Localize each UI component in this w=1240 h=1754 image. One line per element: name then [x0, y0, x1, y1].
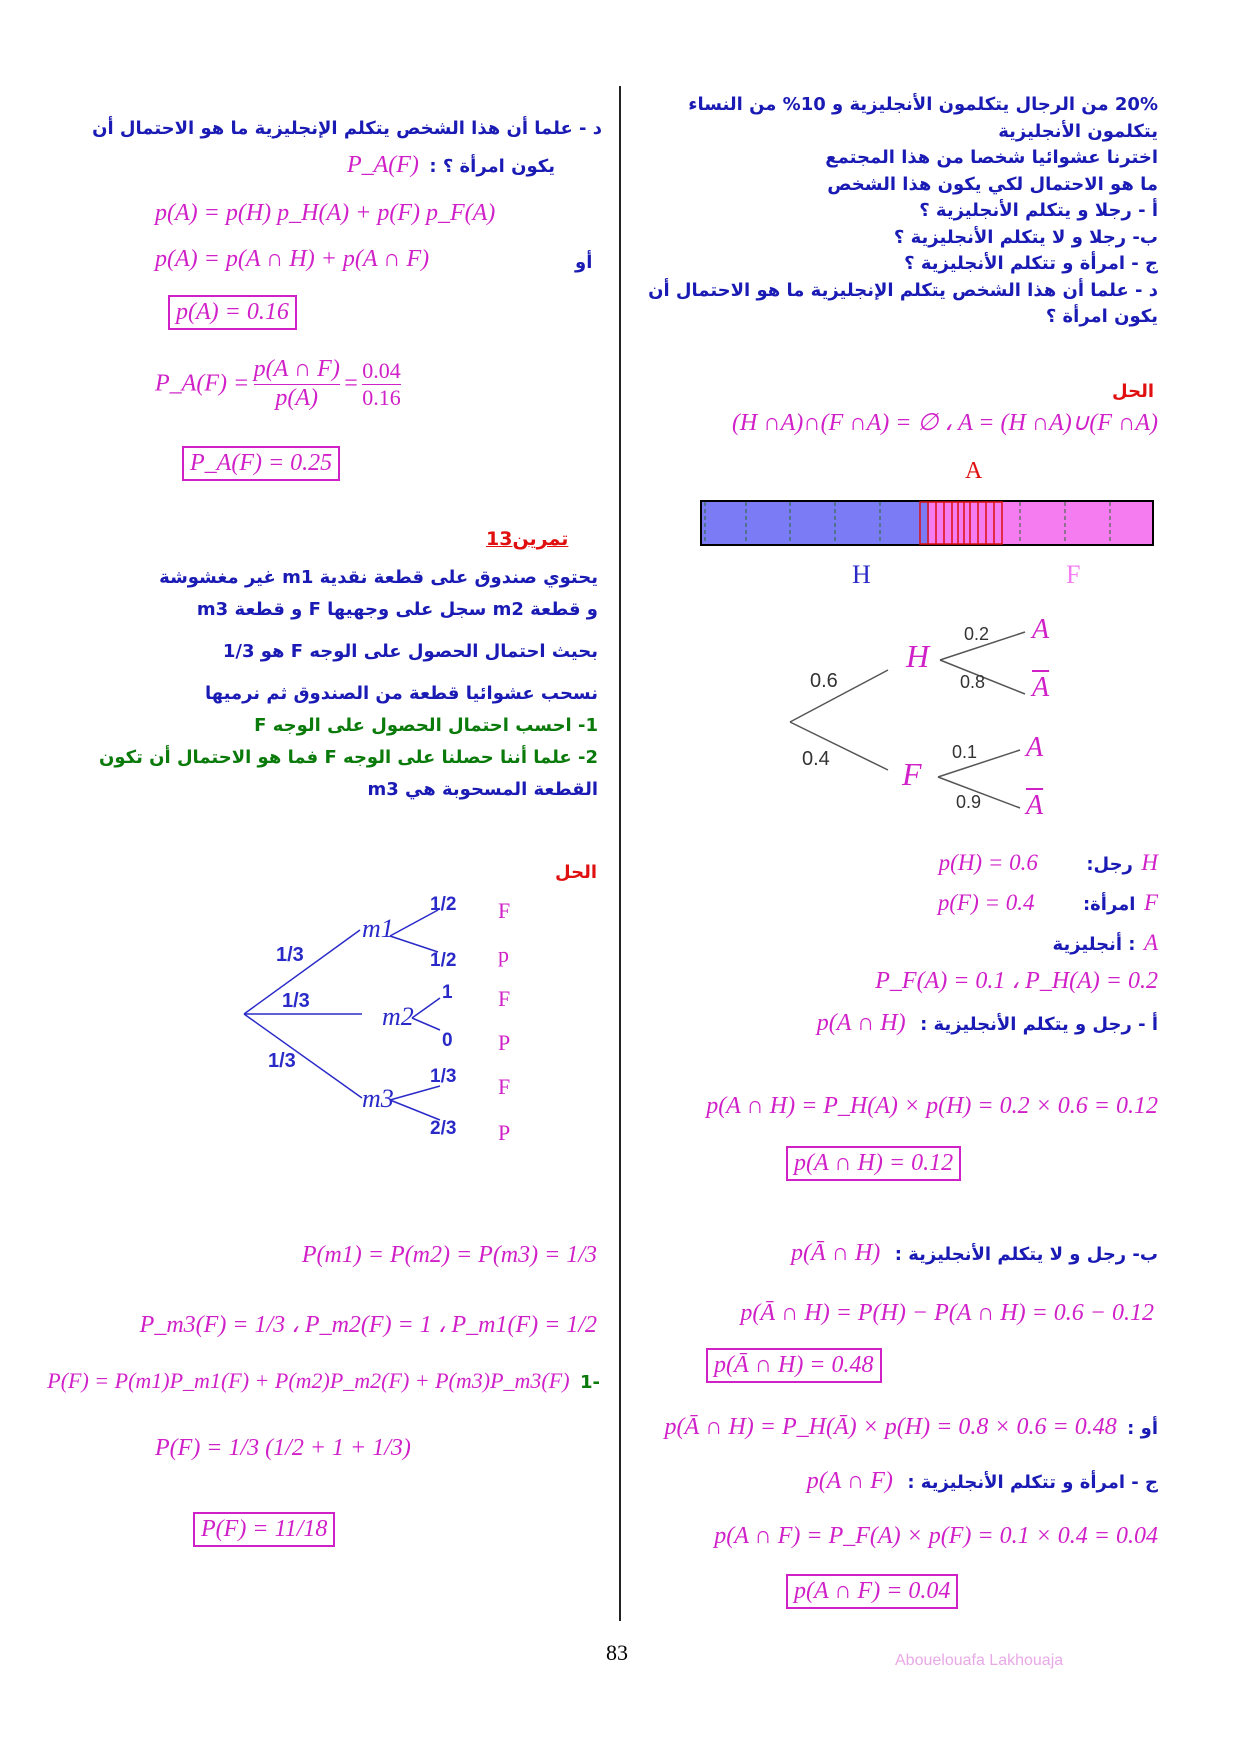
part-a-expr: p(A ∩ H) — [816, 1010, 906, 1036]
tree-leaf-f: F — [498, 898, 511, 923]
probability-tree-left — [240, 890, 540, 1150]
bayes-value-fraction — [362, 358, 401, 410]
tree-leaf-a: A — [1032, 614, 1050, 645]
def-h-symbol: H — [1141, 850, 1158, 875]
problem-line: يكون امرأة ؟ — [1045, 306, 1158, 327]
bayes-lhs: P_A(F) = — [155, 370, 250, 397]
exercise-13-line: يحتوي صندوق على قطعة نقدية m1 غير مغشوشة — [159, 567, 598, 588]
bayes-fraction — [254, 356, 340, 412]
def-f-row — [758, 890, 1158, 930]
tree-p-f: 0.4 — [802, 748, 830, 770]
problem-statement — [648, 92, 1158, 331]
problem-line: ب- رجلا و لا يتكلم الأنجليزية ؟ — [893, 226, 1158, 248]
def-a-symbol: A — [1143, 930, 1158, 955]
part-b-label: ب- رجل و لا يتكلم الأنجليزية : — [894, 1244, 1158, 1265]
tree-leaf-abar: $\overline{A}$ — [1032, 672, 1050, 703]
exercise-13-title: تمرين13 — [486, 528, 569, 550]
problem-line: 20% من الرجال يتكلمون الأنجليزية و 10% من النساء — [688, 94, 1158, 115]
tree-branch-m3: 1/3 — [268, 1050, 296, 1072]
author-watermark: Abouelouafa Lakhouaja — [895, 1652, 1064, 1669]
part-a-label: أ - رجل و يتكلم الأنجليزية : — [920, 1014, 1158, 1035]
tree-leaf-f: F — [498, 986, 511, 1011]
part-c-heading — [807, 1468, 1158, 1495]
bar-label-a: A — [965, 458, 983, 484]
definitions — [758, 850, 1158, 1006]
problem-line: اخترنا عشوائيا شخصا من هذا المجتمع — [825, 147, 1158, 168]
eq-conditionals: P_m3(F) = 1/3 ، P_m2(F) = 1 ، P_m1(F) = 1/2 — [139, 1312, 597, 1338]
tree-leaf-p: P — [498, 1030, 511, 1055]
bayes-denominator-value: 0.16 — [362, 384, 401, 410]
tree-leaf-a: A — [1026, 732, 1044, 763]
def-f-symbol: F — [1143, 890, 1158, 915]
problem-line: د - علما أن هذا الشخص يتكلم الإنجليزية ما هو الاحتمال أن — [648, 279, 1158, 301]
partition-formula: (H ∩A)∩(F ∩A) = ∅ ، A = (H ∩A)∪(F ∩A) — [731, 410, 1158, 436]
bayes-result: P_A(F) = 0.25 — [182, 446, 340, 481]
eq-total-label: -1 — [579, 1372, 600, 1393]
tree-node-m3: m3 — [362, 1084, 394, 1113]
bayes-denominator: p(A) — [275, 384, 319, 411]
part-b-expr: p(Ā ∩ H) — [790, 1240, 881, 1266]
tree-leaf-p: P — [498, 1120, 511, 1145]
solution-label-right: الحل — [1112, 381, 1154, 402]
eq-total: P(F) = P(m1)P_m1(F) + P(m2)P_m2(F) + P(m3)P_m3(F) — [47, 1368, 570, 1393]
pa-result: p(A) = 0.16 — [168, 295, 297, 330]
problem-line: يتكلمون الأنجليزية — [998, 120, 1158, 142]
exercise-13-question: 1- احسب احتمال الحصول على الوجه F — [254, 715, 598, 736]
tree-h-abar: 0.8 — [960, 672, 986, 692]
part-a-heading — [817, 1010, 1158, 1037]
tree-m2-p-prob: 0 — [442, 1030, 453, 1051]
def-cond-probs: P_F(A) = 0.1 ، P_H(A) = 0.2 — [875, 968, 1158, 994]
bar-label-h: H — [852, 560, 871, 589]
total-probability-alt: p(A) = p(A ∩ H) + p(A ∩ F) — [155, 246, 430, 272]
solution-label-left: الحل — [555, 862, 597, 883]
tree-m1-f-prob: 1/2 — [430, 894, 457, 915]
def-f-prob: p(F) = 0.4 — [937, 890, 1035, 915]
part-b-alt: p(Ā ∩ H) = P_H(Ā) × p(H) = 0.8 × 0.6 = 0.48 — [664, 1414, 1117, 1440]
partition-bar — [700, 500, 1154, 546]
page-number: 83 — [606, 1640, 628, 1665]
exercise-13-line: نسحب عشوائيا قطعة من الصندوق ثم نرميها — [204, 683, 598, 704]
bayes-equals: = — [344, 370, 358, 397]
def-a-row — [758, 930, 1158, 966]
tree-branch-m1: 1/3 — [276, 944, 304, 966]
tree-f-a: 0.1 — [952, 742, 978, 762]
def-h-word: رجل: — [1086, 854, 1133, 875]
tree-leaf-f: F — [498, 1074, 511, 1099]
exercise-13-line: القطعة المسحوبة هي m3 — [367, 779, 598, 800]
tree-f-abar: 0.9 — [956, 792, 982, 812]
part-a-calc: p(A ∩ H) = P_H(A) × p(H) = 0.2 × 0.6 = 0.12 — [706, 1093, 1158, 1119]
def-f-word: امرأة: — [1082, 894, 1136, 915]
def-cond-row — [758, 966, 1158, 1006]
part-d-line2-row — [347, 152, 555, 179]
column-divider — [619, 86, 621, 1621]
tree-m3-p-prob: 2/3 — [430, 1118, 457, 1139]
part-b-alt-row — [664, 1414, 1158, 1441]
part-c-calc: p(A ∩ F) = P_F(A) × p(F) = 0.1 × 0.4 = 0.04 — [714, 1523, 1158, 1549]
bayes-numerator-value: 0.04 — [362, 358, 401, 384]
tree-leaf-abar: $\overline{A}$ — [1026, 790, 1044, 821]
eq-result: P(F) = 11/18 — [193, 1512, 335, 1547]
tree-m3-f-prob: 1/3 — [430, 1066, 457, 1087]
eq-priors: P(m1) = P(m2) = P(m3) = 1/3 — [301, 1242, 597, 1268]
bayes-numerator: p(A ∩ F) — [254, 356, 340, 385]
eq-total-row — [47, 1368, 600, 1394]
exercise-13-line: بحيث احتمال الحصول على الوجه F هو 1/3 — [222, 641, 598, 662]
bayes-formula — [155, 356, 401, 412]
exercise-13-statement — [99, 562, 598, 806]
part-c-result: p(A ∩ F) = 0.04 — [786, 1574, 958, 1609]
tree-m2-f-prob: 1 — [442, 982, 453, 1003]
or-word: أو — [575, 252, 593, 273]
tree-node-h: H — [906, 638, 930, 674]
partition-bar-graphic — [700, 500, 1154, 546]
tree-node-m2: m2 — [382, 1002, 414, 1031]
problem-line: أ - رجلا و يتكلم الأنجليزية ؟ — [919, 200, 1158, 221]
def-a-word: : أنجليزية — [1052, 934, 1136, 955]
part-c-label: ج - امرأة و تتكلم الأنجليزية : — [907, 1472, 1158, 1493]
exercise-13-line: و قطعة m2 سجل على وجهيها F و قطعة m3 — [196, 599, 598, 620]
problem-line: ما هو الاحتمال لكي يكون هذا الشخص — [827, 173, 1158, 195]
tree-node-f: F — [902, 756, 922, 792]
tree-m1-p-prob: 1/2 — [430, 950, 457, 971]
part-d-line2: يكون امرأة ؟ : — [429, 156, 555, 177]
part-b-heading — [791, 1240, 1158, 1267]
part-d-expr: P_A(F) — [346, 152, 419, 178]
total-probability: p(A) = p(H) p_H(A) + p(F) p_F(A) — [155, 200, 496, 226]
part-b-or: أو : — [1127, 1418, 1158, 1439]
part-b-calc: p(Ā ∩ H) = P(H) − P(A ∩ H) = 0.6 − 0.12 — [740, 1300, 1154, 1326]
part-d-line1: د - علما أن هذا الشخص يتكلم الإنجليزية ما هو الاحتمال أن — [92, 118, 602, 139]
exercise-13-question: 2- علما أننا حصلنا على الوجه F فما هو الاحتمال أن تكون — [99, 747, 598, 768]
part-c-expr: p(A ∩ F) — [806, 1468, 893, 1494]
tree-node-m1: m1 — [362, 914, 394, 943]
def-h-row — [758, 850, 1158, 890]
tree-leaf-p: p — [498, 942, 509, 967]
eq-calc: P(F) = 1/3 (1/2 + 1 + 1/3) — [155, 1435, 411, 1461]
part-b-result: p(Ā ∩ H) = 0.48 — [706, 1348, 882, 1383]
tree-branch-m2: 1/3 — [282, 990, 310, 1012]
tree-p-h: 0.6 — [810, 670, 838, 692]
bar-label-f: F — [1066, 560, 1081, 589]
part-a-result: p(A ∩ H) = 0.12 — [786, 1146, 961, 1181]
problem-line: ج - امرأة و تتكلم الأنجليزية ؟ — [904, 253, 1158, 274]
probability-tree-right — [780, 610, 1080, 820]
def-h-prob: p(H) = 0.6 — [938, 850, 1038, 875]
tree-h-a: 0.2 — [964, 624, 990, 644]
